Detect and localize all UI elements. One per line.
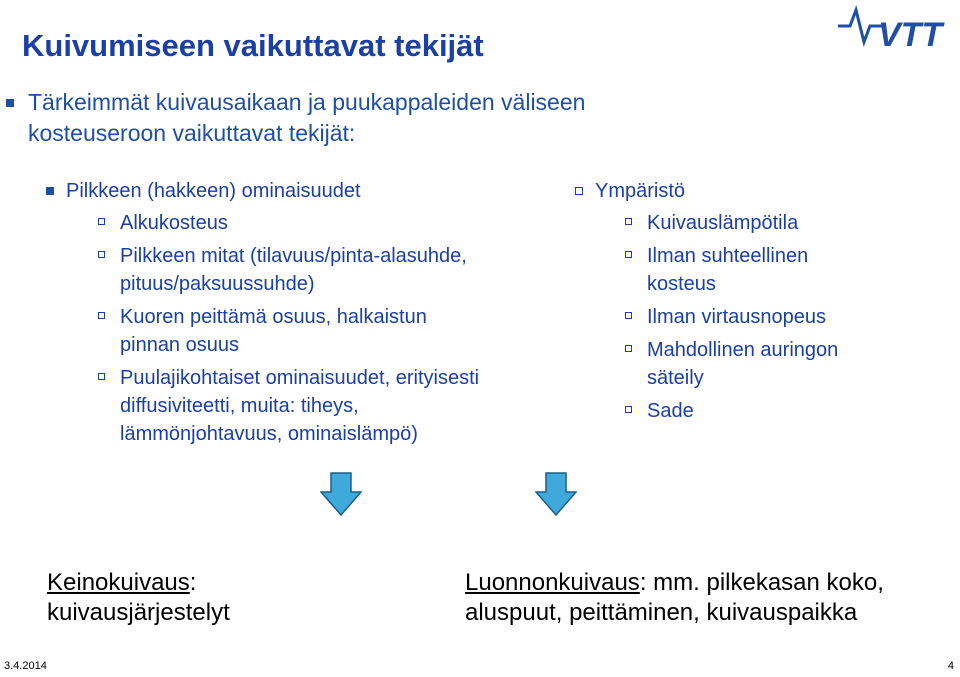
list-item (120, 303, 536, 359)
right-group-list (575, 209, 945, 425)
bullet-marker (625, 406, 632, 413)
bullet-marker (625, 251, 632, 258)
vtt-logo (834, 4, 954, 50)
list-item-line: diffusiviteetti, muita: tiheys, (120, 395, 359, 417)
list-item (120, 364, 536, 448)
list-item-line: Pilkkeen mitat (tilavuus/pinta-alasuhde, (120, 245, 467, 267)
list-item-line: Kuoren peittämä osuus, halkaistun (120, 306, 427, 328)
down-arrow-icon (535, 472, 577, 516)
bullet-marker (46, 187, 54, 195)
list-item-line: Puulajikohtaiset ominaisuudet, erityisesti (120, 367, 480, 389)
list-item (647, 209, 945, 237)
bottom-left-line-2: kuivausjärjestelyt (47, 599, 230, 626)
bullet-marker (6, 99, 14, 107)
main-bullet-line-2: kosteuseroon vaikuttavat tekijät: (28, 120, 356, 146)
list-item (647, 303, 945, 331)
bullet-marker (98, 312, 105, 319)
bullet-marker (625, 312, 632, 319)
list-item-line: Mahdollinen auringon (647, 339, 839, 361)
bottom-left-text: Keinokuivaus: kuivausjärjestelyt (47, 569, 230, 626)
left-group (46, 177, 536, 453)
list-item (120, 209, 536, 237)
down-arrow-icon (320, 472, 362, 516)
list-item (647, 242, 945, 298)
bullet-marker (98, 218, 105, 225)
bullet-marker (575, 187, 583, 195)
bottom-right-line-2: aluspuut, peittäminen, kuivauspaikka (465, 599, 858, 626)
list-item-line: pituus/paksuussuhde) (120, 273, 315, 295)
left-group-list (46, 209, 536, 448)
right-group (575, 177, 945, 430)
list-item-line: pinnan osuus (120, 334, 239, 356)
list-item-line: Sade (647, 400, 694, 422)
left-group-heading: Pilkkeen (hakkeen) ominaisuudet (46, 177, 536, 205)
list-item-line: säteily (647, 367, 704, 389)
list-item-line: Ilman virtausnopeus (647, 306, 826, 328)
list-item-line: Alkukosteus (120, 212, 228, 234)
right-group-heading: Ympäristö (575, 177, 945, 205)
slide-title: Kuivumiseen vaikuttavat tekijät (22, 28, 484, 63)
main-bullet-line-1: Tärkeimmät kuivausaikaan ja puukappaleiden väliseen (28, 89, 586, 115)
keinokuivaus-label: Keinokuivaus (47, 569, 190, 596)
bottom-right-text: Luonnonkuivaus: mm. pilkekasan koko, aluspuut, peittäminen, kuivauspaikka (465, 569, 884, 626)
list-item (120, 242, 536, 298)
footer-page-number: 4 (947, 660, 954, 672)
list-item (647, 336, 945, 392)
list-item-line: lämmönjohtavuus, ominaislämpö) (120, 423, 418, 445)
main-bullet (28, 87, 768, 149)
luonnonkuivaus-label: Luonnonkuivaus (465, 569, 640, 596)
bullet-marker (98, 373, 105, 380)
list-item-line: Ilman suhteellinen (647, 245, 809, 267)
logo-text: VTT (878, 16, 943, 50)
list-item-line: Kuivauslämpötila (647, 212, 799, 234)
bullet-marker (625, 218, 632, 225)
bullet-marker (625, 345, 632, 352)
footer-date: 3.4.2014 (4, 660, 47, 672)
list-item-line: kosteus (647, 273, 716, 295)
list-item (647, 397, 945, 425)
bullet-marker (98, 251, 105, 258)
